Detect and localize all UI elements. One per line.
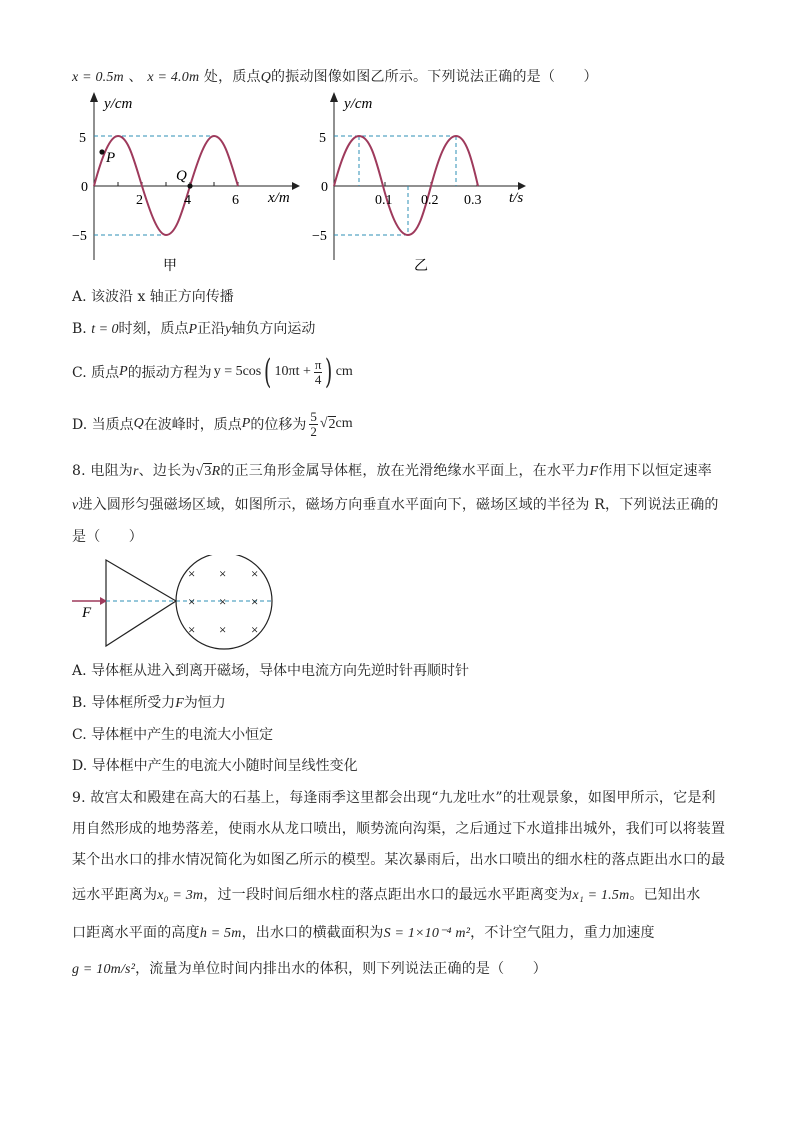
q8-l1-F: F xyxy=(589,464,599,479)
q9-line-3: 某个出水口的排水情况简化为如图乙所示的模型。某次暴雨后，出水口喷出的细水柱的落点距出水口的最 xyxy=(72,852,726,868)
q7-c-prefix: C. 质点 xyxy=(72,365,120,381)
vibration-graph-yi xyxy=(312,90,542,275)
q9-line-1: 9. 故宫太和殿建在高大的石基上，每逢雨季这里都会出现“九龙吐水”的壮观景象，如图甲所示，它是利 xyxy=(72,790,716,806)
jia-ylabel: y/cm xyxy=(104,96,133,112)
q8-l1-R: R xyxy=(211,464,221,479)
field-mark: × xyxy=(188,594,196,609)
q9-l6-g: g = 10m/s² xyxy=(72,962,136,977)
q8-b-F: F xyxy=(175,696,184,711)
q7-intro-line xyxy=(72,66,598,86)
q7-d-rest2: 的位移为 xyxy=(250,417,307,433)
q8-option-c: C. 导体框中产生的电流大小恒定 xyxy=(72,727,274,743)
field-mark: × xyxy=(219,622,227,637)
yi-caption: 乙 xyxy=(414,259,428,274)
q8-option-a: A. 导体框从进入到离开磁场，导体中电流方向先逆时针再顺时针 xyxy=(72,663,470,679)
q7-text2: 的振动图像如图乙所示。下列说法正确的是（ ） xyxy=(271,69,598,85)
q8-l1-c: 的正三角形金属导体框，放在光滑绝缘水平面上，在水平力 xyxy=(220,463,590,479)
q9-l4-x0: x₀ = 3m xyxy=(157,888,204,903)
q7-option-b xyxy=(72,318,315,338)
sqrt-sign: √ xyxy=(319,416,328,431)
q7-c-eq-inner: 10πt + xyxy=(274,364,311,379)
q7-option-d xyxy=(72,404,353,444)
q9-l5-h: h = 5m xyxy=(199,926,242,941)
q7-c-frac-num: π xyxy=(314,356,322,372)
yi-ytick-neg5: −5 xyxy=(312,229,327,244)
field-mark: × xyxy=(251,594,259,609)
point-q-dot xyxy=(187,183,192,188)
q8-line-1 xyxy=(72,460,712,480)
q7-option-a: A. 该波沿 x 轴正方向传播 xyxy=(72,289,234,305)
field-mark: × xyxy=(251,622,259,637)
q7-d-unit: cm xyxy=(335,416,353,431)
q7-d-frac-den: 2 xyxy=(310,423,317,439)
q7-b-rest2: 正沿 xyxy=(197,321,226,337)
yi-xtick-02: 0.2 xyxy=(421,193,439,208)
force-label: F xyxy=(82,605,92,621)
q7-sep: 、 xyxy=(128,69,143,85)
yi-xlabel: t/s xyxy=(509,190,524,206)
q8-figure xyxy=(72,555,282,651)
q8-l1-a: 8. 电阻为 xyxy=(72,463,134,479)
q8-l1-d: 作用下以恒定速率 xyxy=(598,463,712,479)
q7-b-rest3: 轴负方向运动 xyxy=(231,321,316,337)
q7-option-c xyxy=(72,352,353,392)
q7-x2: x = 4.0m xyxy=(147,70,200,85)
q9-l5-a: 口距离水平面的高度 xyxy=(72,925,200,941)
q7-text: 处，质点 xyxy=(203,69,261,85)
q9-l4-c: 。已知出水 xyxy=(629,887,701,903)
q7-d-q: Q xyxy=(133,416,144,431)
jia-ytick-0: 0 xyxy=(81,180,88,195)
q8-l2-v: v xyxy=(72,498,79,513)
triangle-frame xyxy=(106,560,176,646)
q9-l5-S: S = 1×10⁻⁴ m² xyxy=(383,926,471,941)
q8-l2-text: 进入圆形匀强磁场区域，如图所示，磁场方向垂直水平面向下，磁场区域的半径为 R，下列说法正确的 xyxy=(78,497,719,513)
q9-l5-b: ，出水口的横截面积为 xyxy=(241,925,384,941)
q7-d-rest1: 在波峰时，质点 xyxy=(143,417,242,433)
point-p-dot xyxy=(99,149,104,154)
field-mark: × xyxy=(251,566,259,581)
q9-line-2: 用自然形成的地势落差，使雨水从龙口喷出，顺势流向沟渠，之后通过下水道排出城外，我们可以将装置 xyxy=(72,821,726,837)
field-mark: × xyxy=(219,594,227,609)
q7-c-lparen: ( xyxy=(264,352,272,392)
q8-b-prefix: B. 导体框所受力 xyxy=(72,695,176,711)
q7-q: Q xyxy=(260,70,272,85)
field-mark: × xyxy=(188,622,196,637)
q7-b-t: t = 0 xyxy=(91,322,119,337)
q7-c-rparen: ) xyxy=(325,352,333,392)
jia-xtick-6: 6 xyxy=(232,193,239,208)
yi-ytick-0: 0 xyxy=(321,180,328,195)
field-mark: × xyxy=(188,566,196,581)
yi-ytick-5: 5 xyxy=(319,131,326,146)
yi-x-arrow xyxy=(518,182,526,190)
q7-d-frac-num: 5 xyxy=(310,408,317,424)
jia-xlabel: x/m xyxy=(268,190,290,206)
q7-c-rest: 的振动方程为 xyxy=(127,365,212,381)
q9-l6-rest: ，流量为单位时间内排出水的体积，则下列说法正确的是（ ） xyxy=(135,961,547,977)
jia-y-arrow xyxy=(90,92,98,102)
q7-c-p: P xyxy=(119,364,128,379)
sqrt-sign: √ xyxy=(195,464,204,479)
jia-xtick-4: 4 xyxy=(184,193,191,208)
field-mark: × xyxy=(219,566,227,581)
q7-d-fraction xyxy=(309,410,318,439)
jia-ytick-5: 5 xyxy=(79,131,86,146)
q8-option-b xyxy=(72,692,226,712)
q9-l5-c: ，不计空气阻力，重力加速度 xyxy=(470,925,655,941)
jia-caption: 甲 xyxy=(163,259,177,274)
q7-c-fraction xyxy=(314,358,323,387)
q9-line-5 xyxy=(72,922,655,942)
q7-x1: x = 0.5m xyxy=(72,70,124,85)
q8-l1-sqrt3: 3 xyxy=(204,464,212,479)
q7-d-prefix: D. 当质点 xyxy=(72,417,134,433)
q8-line-3: 是（ ） xyxy=(72,529,143,545)
point-q-label: Q xyxy=(176,168,187,184)
q9-line-6 xyxy=(72,958,547,978)
yi-ylabel: y/cm xyxy=(344,96,373,112)
wave-graph-jia xyxy=(72,90,312,275)
point-p-label: P xyxy=(106,150,116,166)
q8-b-rest: 为恒力 xyxy=(183,695,226,711)
q7-c-eq-left: y = 5cos xyxy=(213,364,262,379)
q7-c-frac-den: 4 xyxy=(314,371,322,387)
q8-line-2 xyxy=(72,494,719,514)
yi-xtick-01: 0.1 xyxy=(375,193,393,208)
jia-ytick-neg5: −5 xyxy=(72,229,87,244)
yi-y-arrow xyxy=(330,92,338,102)
q8-option-d: D. 导体框中产生的电流大小随时间呈线性变化 xyxy=(72,758,358,774)
q7-b-prefix: B. xyxy=(72,321,92,337)
q9-l4-x1: x₁ = 1.5m xyxy=(572,888,630,903)
jia-x-arrow xyxy=(292,182,300,190)
q9-line-4 xyxy=(72,884,700,904)
q9-l4-b: ，过一段时间后细水柱的落点距出水口的最远水平距离变为 xyxy=(203,887,573,903)
q7-c-unit: cm xyxy=(335,364,353,379)
q9-l4-a: 远水平距离为 xyxy=(72,887,158,903)
q7-b-rest1: 时刻，质点 xyxy=(118,321,189,337)
q8-l1-r: r xyxy=(133,464,139,479)
yi-xtick-03: 0.3 xyxy=(464,193,482,208)
q7-b-p: P xyxy=(188,322,198,337)
jia-xtick-2: 2 xyxy=(136,193,143,208)
q8-l1-b: 、边长为 xyxy=(138,463,196,479)
q7-d-sqrt-value: 2 xyxy=(328,416,336,432)
q7-d-p: P xyxy=(241,416,251,431)
q7-b-y: y xyxy=(225,322,232,337)
